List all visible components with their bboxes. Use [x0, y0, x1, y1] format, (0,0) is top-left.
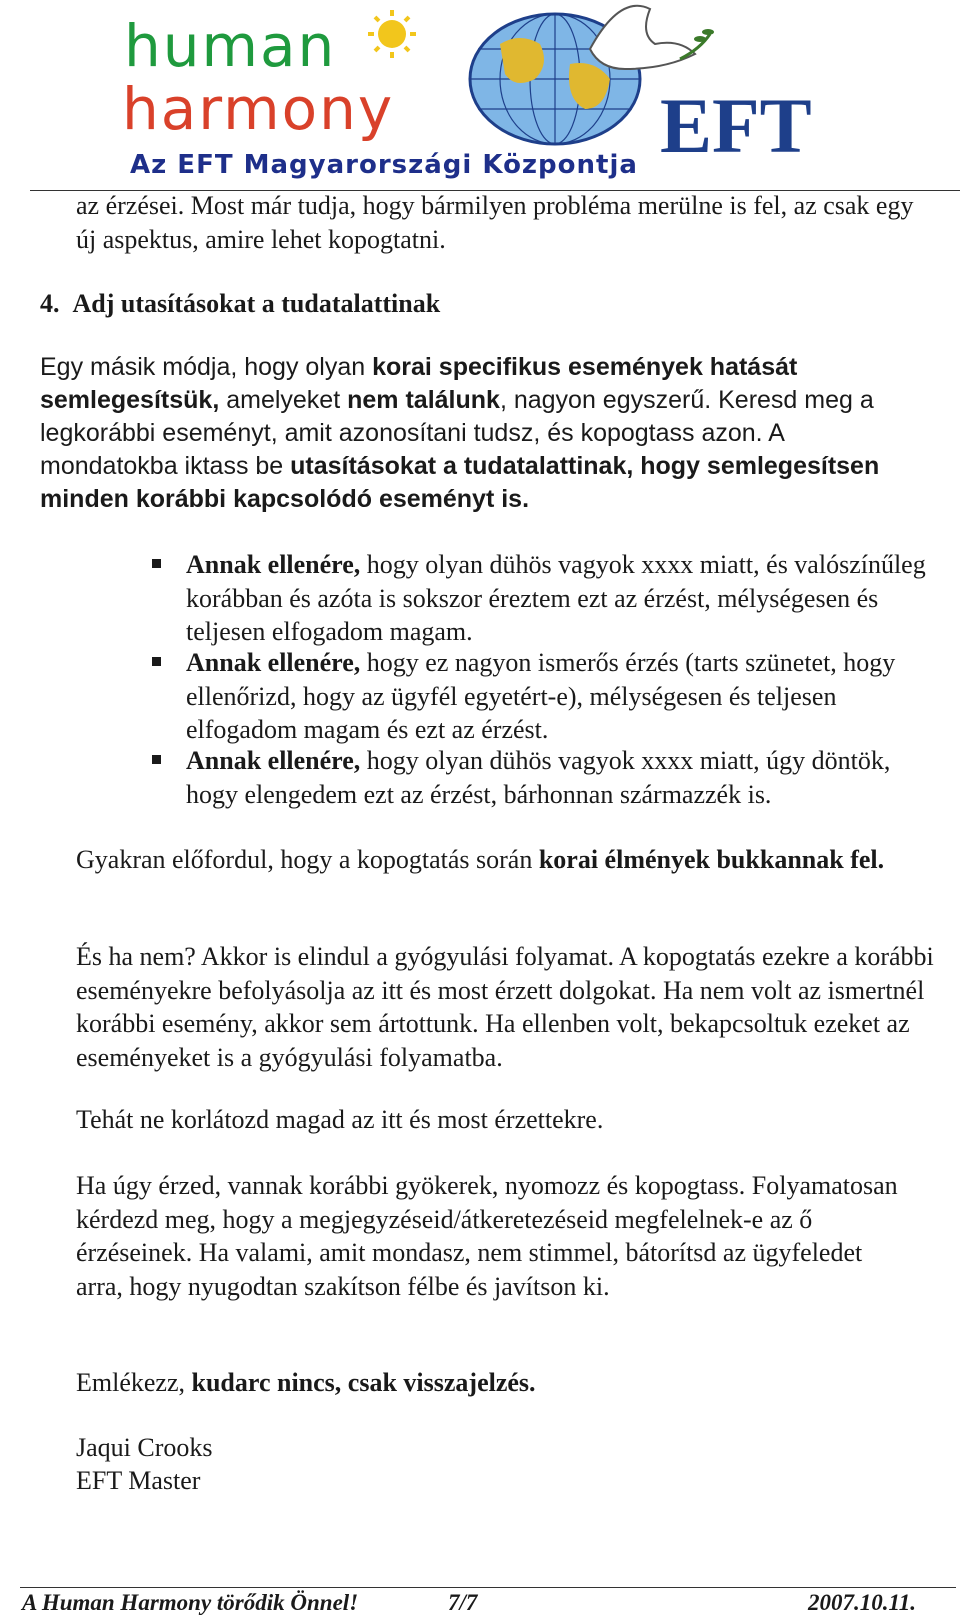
p3-bold: korai élmények bukkannak fel. — [538, 845, 885, 874]
bullet-item-3 — [186, 744, 931, 811]
logo-word-harmony: harmony — [122, 75, 395, 143]
p2-text-3: , nagyon egyszerű. Keresd meg a legkorábbi eseményt, amit azonosítani tudsz, és kopogtass azon. A mondatokba iktass be — [40, 386, 874, 480]
bullet-2-bold: Annak ellenére, — [186, 648, 361, 677]
human-harmony-eft-logo — [120, 4, 820, 154]
bullet-item-1 — [186, 548, 926, 649]
p2-bold-3: utasításokat a tudatalattinak, hogy semlegesítsen minden korábbi kapcsolódó eseményt is. — [40, 452, 880, 513]
logo-word-human: human — [124, 12, 337, 80]
paragraph-5: Tehát ne korlátozd magad az itt és most érzettekre. — [76, 1105, 604, 1134]
bullet-3-text: hogy olyan dühös vagyok xxxx miatt, úgy döntök, hogy elengedem ezt az érzést, bárhonnan származzék is. — [186, 746, 891, 809]
sun-icon — [368, 10, 416, 58]
bullet-3-bold: Annak ellenére, — [186, 746, 361, 775]
section-heading — [40, 287, 920, 321]
paragraph-2 — [40, 351, 920, 516]
heading-number: 4. — [40, 289, 60, 318]
dove-icon — [590, 6, 714, 69]
bullet-marker — [152, 755, 161, 764]
p2-text-1: Egy másik módja, hogy olyan — [40, 353, 373, 381]
bullet-marker — [152, 559, 161, 568]
signature-title: EFT Master — [76, 1466, 201, 1495]
bullet-marker — [152, 657, 161, 666]
paragraph-1: az érzései. Most már tudja, hogy bármilyen probléma merülne is fel, az csak egy új aspektus, amire lehet kopogtatni. — [76, 191, 914, 254]
bullet-1-text: hogy olyan dühös vagyok xxxx miatt, és valószínűleg korábban és azóta is sokszor éreztem ezt az érzést, mélységesen és teljesen elfogadom magam. — [186, 550, 926, 646]
logo-eft: EFT — [660, 82, 812, 154]
page-header — [0, 0, 960, 192]
p2-bold-2: nem találunk — [347, 386, 500, 414]
paragraph-7 — [76, 1366, 926, 1400]
bullet-item-2 — [186, 646, 926, 747]
footer-page-number: 7/7 — [448, 1590, 478, 1615]
paragraph-6: Ha úgy érzed, vannak korábbi gyökerek, nyomozz és kopogtass. Folyamatosan kérdezd meg, hogy a megjegyzéseid/átkeretezéseid megfelelnek-e az ő érzéseinek. Ha valami, amit mondasz, nem stimmel, bátorítsd az ügyfeledet arra, hogy nyugodtan szakítson félbe és javítson ki. — [76, 1171, 898, 1301]
paragraph-3 — [76, 843, 926, 877]
footer-date: 2007.10.11. — [808, 1590, 916, 1615]
footer-divider — [20, 1587, 956, 1588]
logo-tagline: Az EFT Magyarországi Központja — [130, 150, 638, 180]
p7-text: Emlékezz, — [76, 1368, 192, 1397]
p2-bold-1: korai specifikus események hatását semlegesítsük, — [40, 353, 798, 414]
signature-name: Jaqui Crooks — [76, 1433, 213, 1462]
bullet-2-text: hogy ez nagyon ismerős érzés (tarts szünetet, hogy ellenőrizd, hogy az ügyfél egyetért-e), mélységesen és teljesen elfogadom magam és ezt az érzést. — [186, 648, 896, 744]
footer-slogan: A Human Harmony törődik Önnel! — [22, 1590, 359, 1615]
paragraph-4: És ha nem? Akkor is elindul a gyógyulási folyamat. A kopogtatás ezekre a korábbi eseményekre befolyásolja az itt és most érzett dolgokat. Ha nem volt az ismertnél korábbi esemény, akkor sem ártottunk. Ha ellenben volt, bekapcsoltuk ezeket az eseményeket is a gyógyulási folyamatba. — [76, 942, 934, 1072]
p2-text-2: amelyeket — [219, 386, 348, 414]
p3-text: Gyakran előfordul, hogy a kopogtatás során — [76, 845, 539, 874]
p7-bold: kudarc nincs, csak visszajelzés. — [191, 1368, 536, 1397]
bullet-1-bold: Annak ellenére, — [186, 550, 361, 579]
heading-text: Adj utasításokat a tudatalattinak — [72, 289, 441, 318]
